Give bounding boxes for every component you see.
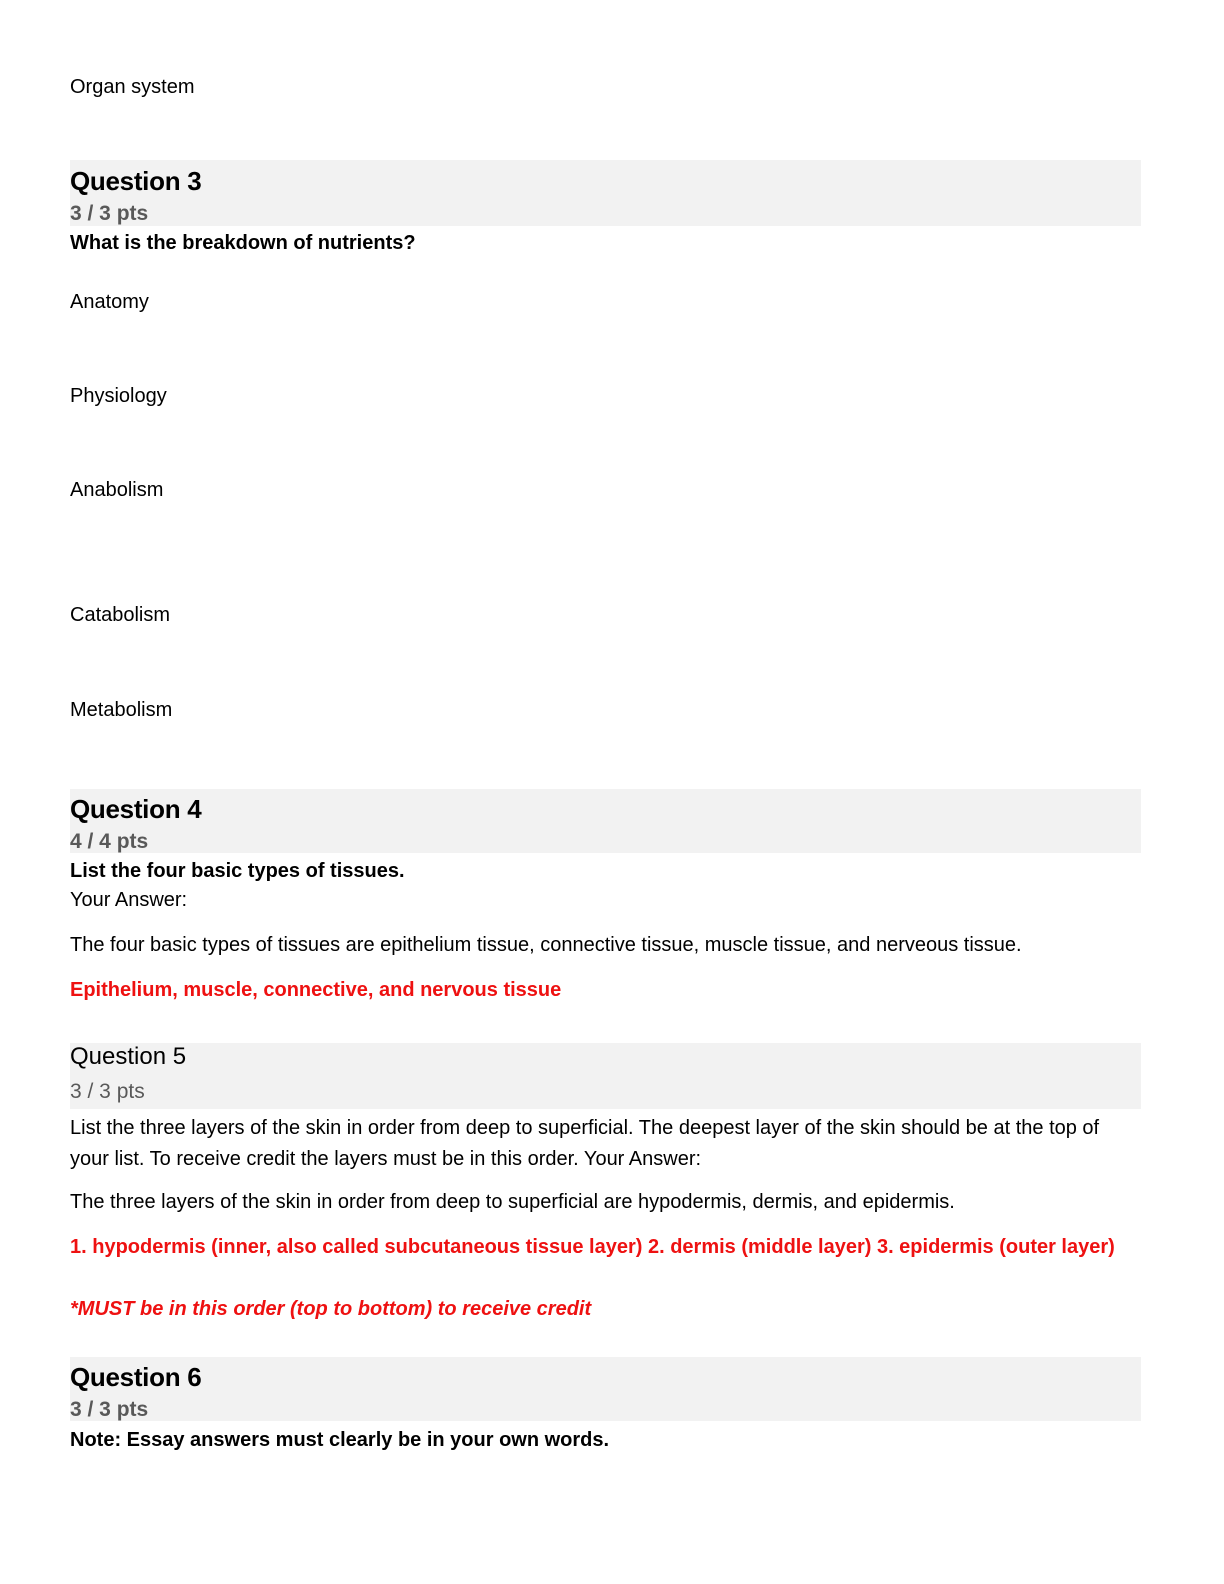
question-5-feedback: 1. hypodermis (inner, also called subcutaneous tissue layer) 2. dermis (middle layer) 3. epidermis (outer layer) [70, 1236, 1115, 1258]
question-3-prompt: What is the breakdown of nutrients? [70, 232, 416, 254]
option-catabolism: Catabolism [70, 604, 171, 626]
question-4-your-answer-label: Your Answer: [70, 889, 188, 911]
question-4-header [70, 789, 1141, 853]
question-3-points: 3 / 3 pts [70, 202, 149, 225]
question-5-points: 3 / 3 pts [70, 1080, 145, 1103]
question-3-header [70, 160, 1141, 226]
question-5-feedback-note: *MUST be in this order (top to bottom) to receive credit [70, 1298, 592, 1320]
question-6-title: Question 6 [70, 1362, 202, 1392]
question-5-answer: The three layers of the skin in order from deep to superficial are hypodermis, dermis, and epidermis. [70, 1191, 955, 1213]
option-physiology: Physiology [70, 385, 167, 407]
question-4-title: Question 4 [70, 794, 202, 824]
question-6-header [70, 1357, 1141, 1421]
option-organ-system: Organ system [70, 76, 195, 98]
question-5-header [70, 1043, 1141, 1109]
question-4-feedback: Epithelium, muscle, connective, and nervous tissue [70, 979, 562, 1001]
question-3-title: Question 3 [70, 166, 202, 196]
question-5-prompt: List the three layers of the skin in order from deep to superficial. The deepest layer of the skin should be at the top of your list. To receive credit the layers must be in this order. Your Answer: [70, 1117, 1100, 1170]
question-4-answer: The four basic types of tissues are epithelium tissue, connective tissue, muscle tissue, and nerveous tissue. [70, 934, 1022, 956]
option-anabolism: Anabolism [70, 479, 164, 501]
question-6-prompt: Note: Essay answers must clearly be in your own words. [70, 1429, 610, 1451]
question-4-prompt: List the four basic types of tissues. [70, 860, 405, 882]
option-anatomy: Anatomy [70, 291, 149, 313]
option-metabolism: Metabolism [70, 699, 173, 721]
question-5-title: Question 5 [70, 1043, 187, 1070]
question-6-points: 3 / 3 pts [70, 1398, 149, 1421]
question-4-points: 4 / 4 pts [70, 830, 149, 853]
